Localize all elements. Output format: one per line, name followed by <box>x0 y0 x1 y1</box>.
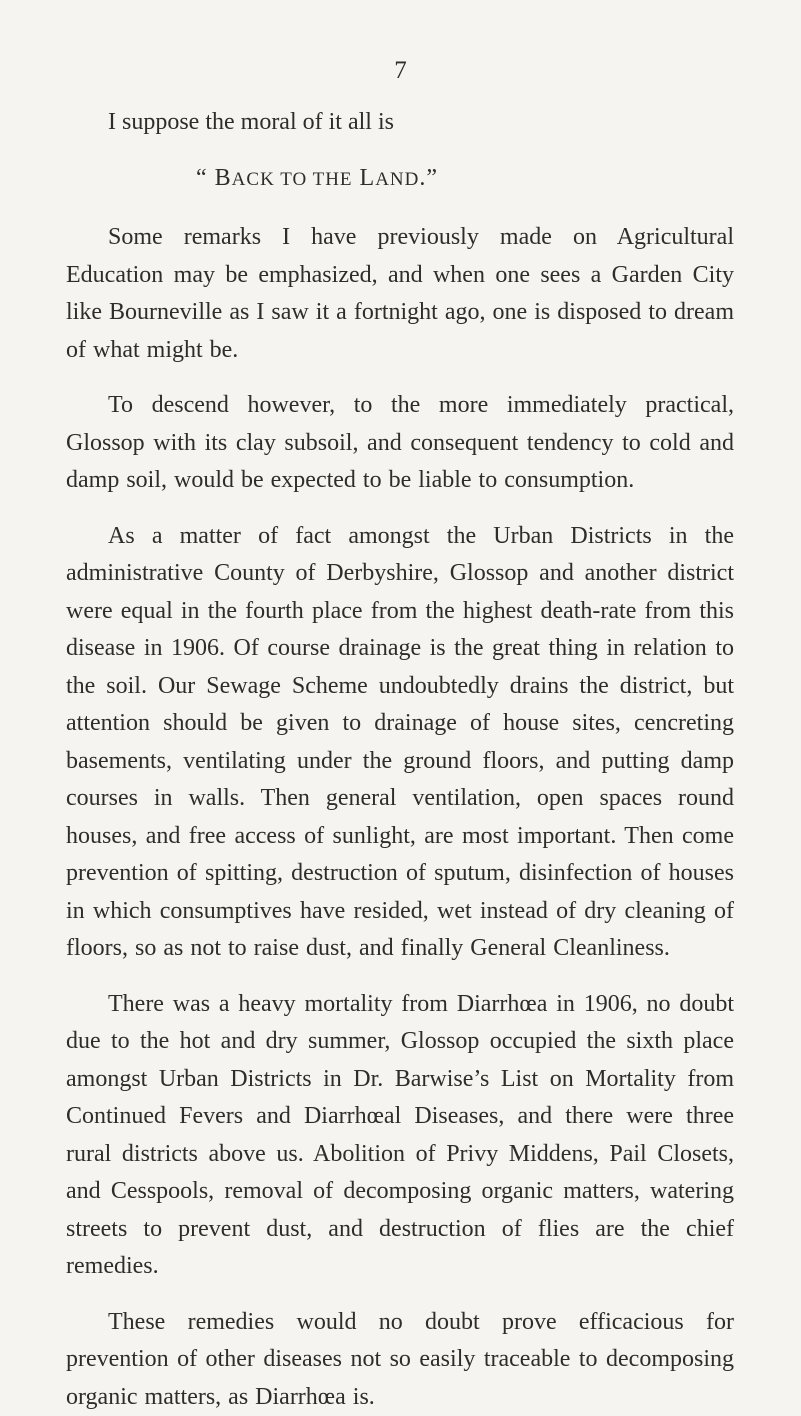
body-text <box>66 103 734 1416</box>
heading-land-start: L <box>353 165 376 191</box>
back-to-the-land-heading <box>66 159 734 199</box>
paragraph-urban-districts: As a matter of fact amongst the Urban Districts in the administrative County of Derbyshire, Glossop and another district were equal in the fourth place from the highest death-rate from this disease in 1906. Of course drainage is the great thing in relation to the soil. Our Sewage Scheme undoubtedly drains the district, but attention should be given to drainage of house sites, cencreting basements, ventilating under the ground floors, and putting damp courses in walls. Then general ventilation, open spaces round houses, and free access of sunlight, are most important. Then come prevention of spitting, destruction of sputum, disinfection of houses in which consumptives have resided, wet instead of dry cleaning of floors, so as not to raise dust, and finally General Cleanliness. <box>66 518 734 968</box>
heading-small-caps-1: ACK TO THE <box>232 169 353 190</box>
paragraph-consumption: To descend however, to the more immediately practical, Glossop with its clay subsoil, and consequent tendency to cold and damp soil, would be expected to be liable to consumption. <box>66 387 734 500</box>
page-number: 7 <box>0 56 801 86</box>
heading-small-caps-2: AND <box>375 169 419 190</box>
paragraph-agricultural-education: Some remarks I have previously made on Agricultural Education may be emphasized, and when one sees a Garden City like Bourneville as I saw it a fortnight ago, one is disposed to dream of what might be. <box>66 219 734 369</box>
paragraph-diarrhoea-mortality: There was a heavy mortality from Diarrhœa in 1906, no doubt due to the hot and dry summer, Glossop occupied the sixth place amongst Urban Districts in Dr. Barwise’s List on Mortality from Continued Fevers and Diarrhœal Diseases, and there were three rural districts above us. Abolition of Privy Middens, Pail Closets, and Cesspools, removal of decomposing organic matters, watering streets to prevent dust, and destruction of flies are the chief remedies. <box>66 986 734 1286</box>
paragraph-remedies: These remedies would no doubt prove efficacious for prevention of other diseases not so easily traceable to decomposing organic matters, as Diarrhœa is. <box>66 1304 734 1416</box>
intro-line: I suppose the moral of it all is <box>108 103 734 141</box>
heading-start: “ B <box>196 165 232 191</box>
heading-end: .” <box>419 165 438 191</box>
